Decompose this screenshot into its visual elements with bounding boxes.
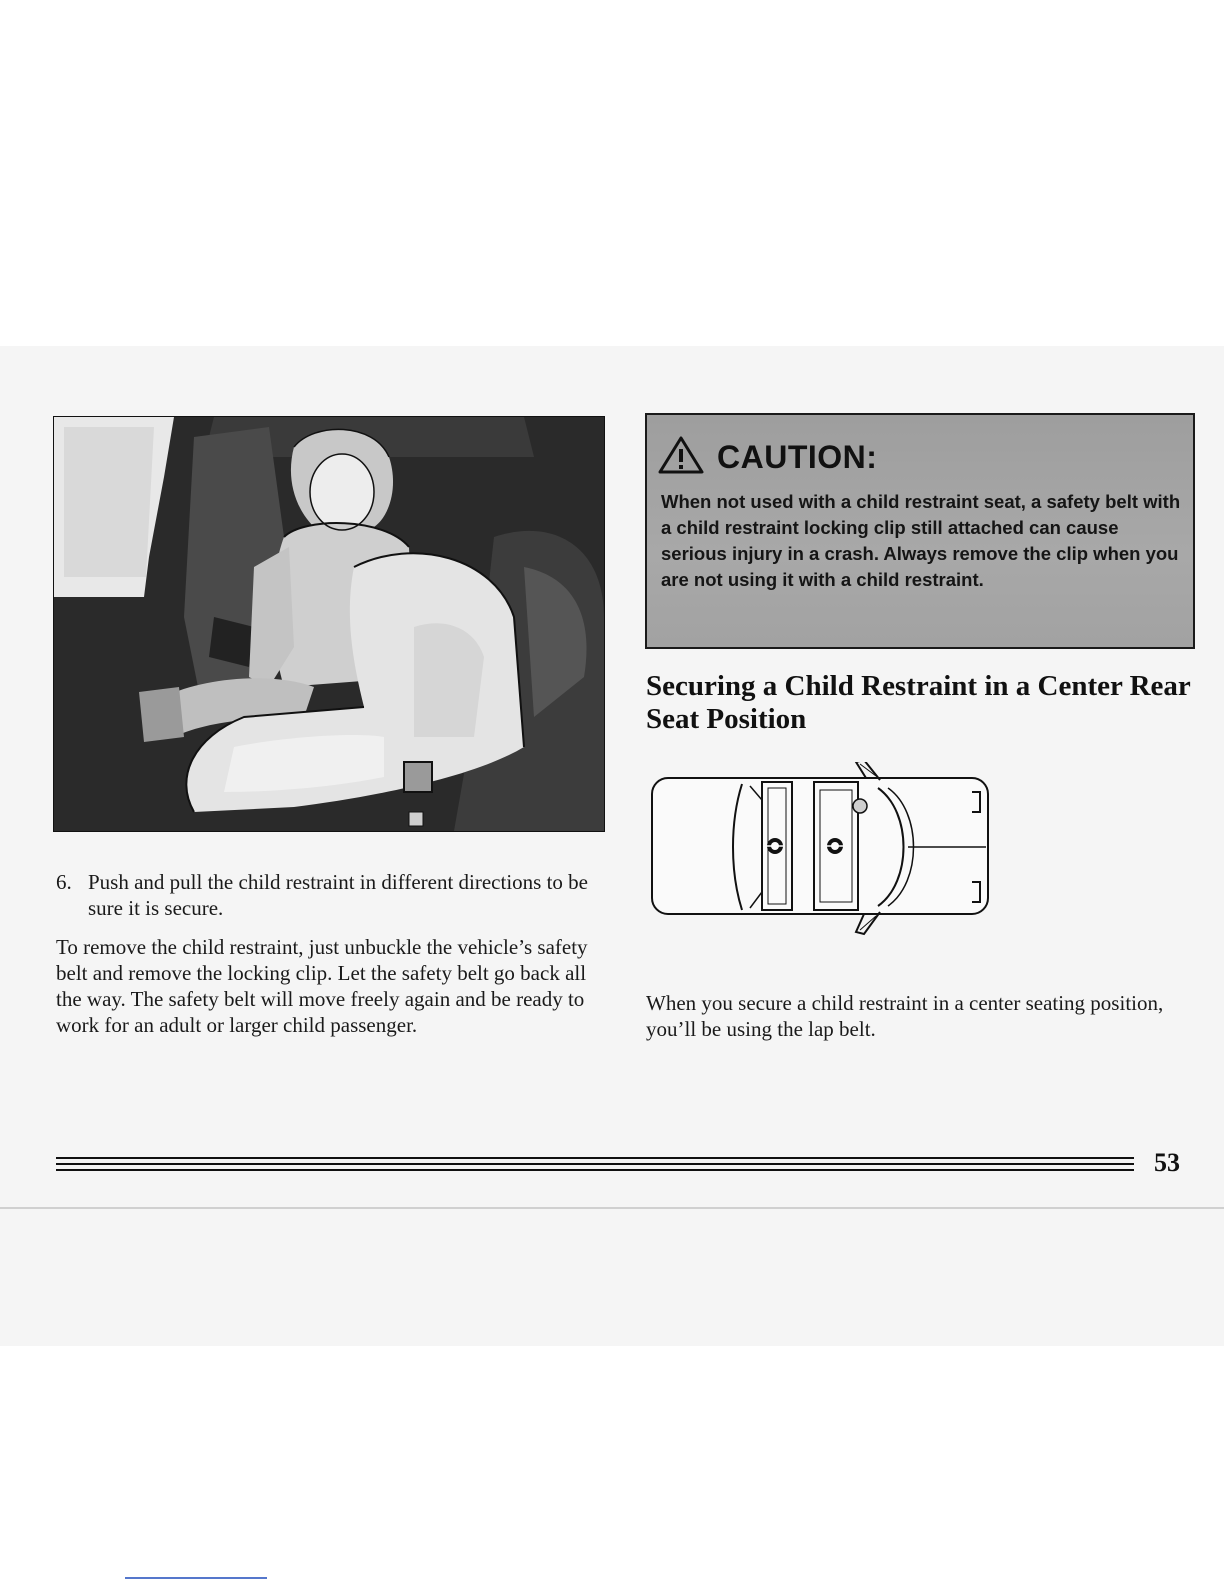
- caution-header: [657, 437, 877, 477]
- footer-rule: [56, 1163, 1134, 1165]
- page-bottom-edge: [0, 1207, 1224, 1209]
- section-title: Securing a Child Restraint in a Center Rear Seat Position: [646, 670, 1191, 735]
- page-number: 53: [1154, 1148, 1180, 1177]
- caution-body: When not used with a child restraint seat, a safety belt with a child restraint locking clip still attached can cause serious injury in a crash. Always remove the clip when you are not using it with a child restraint.: [661, 491, 1181, 590]
- scan-artifact-line: [125, 1577, 267, 1579]
- child-restraint-installation-illustration: [53, 416, 605, 832]
- step-number: 6.: [56, 870, 72, 894]
- step-6: [56, 869, 596, 921]
- center-seat-paragraph: When you secure a child restraint in a center seating position, you’ll be using the lap belt.: [646, 991, 1164, 1041]
- footer-rule: [56, 1169, 1134, 1171]
- footer-rule: [56, 1157, 1134, 1159]
- warning-triangle-icon: [657, 435, 717, 480]
- removal-paragraph: To remove the child restraint, just unbuckle the vehicle’s safety belt and remove the locking clip. Let the safety belt go back all the way. The safety belt will move freely again and be ready to work for an adult or larger child passenger.: [56, 935, 588, 1037]
- vehicle-top-view-diagram: [650, 762, 1002, 946]
- caution-box: [645, 413, 1195, 649]
- caution-title: CAUTION:: [717, 438, 878, 475]
- step-text: Push and pull the child restraint in different directions to be sure it is secure.: [88, 870, 589, 920]
